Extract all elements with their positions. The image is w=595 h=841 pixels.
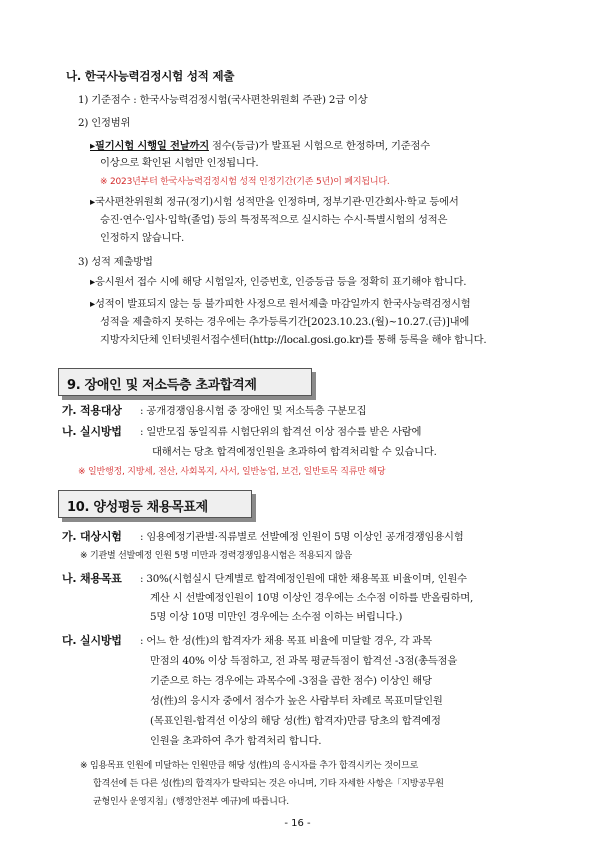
field-text: : 일반모집 동일직류 시험단위의 합격선 이상 점수를 받은 사람에 (140, 426, 422, 438)
field-text: 대해서는 당초 합격예정인원을 초과하여 합격처리할 수 있습니다. (152, 446, 437, 458)
field-text: (목표인원-합격선 이상의 해당 성(性) 합격자)만큼 당초의 합격예정 (150, 715, 441, 727)
section-title: 나. 한국사능력검정시험 성적 제출 (66, 69, 235, 83)
field-text: : 30%(시험실시 단계별로 합격예정인원에 대한 채용목표 비율이며, 인원수 (140, 573, 467, 585)
bullet-line: ▸국사편찬위원회 정규(정기)시험 성적만을 인정하며, 정부기관·민간회사·학교 등에서 (90, 196, 459, 208)
field-text: 계산 시 선발예정인원이 10명 이상인 경우에는 소수점 이하를 반올림하며, (150, 592, 474, 604)
field-label: 가. 대상시험 (62, 530, 122, 543)
field-text: 기준으로 하는 경우에는 과목수에 -3점을 곱한 점수) 이상인 해당 (150, 675, 432, 687)
bullet-emphasis: ▸필기시험 시행일 전날까지 (90, 140, 209, 152)
red-note: ※ 일반행정, 지방세, 전산, 사회복지, 사서, 일반농업, 보건, 일반토목 직류만 해당 (78, 467, 386, 477)
note: 합격선에 든 다른 성(性)의 합격자가 탈락되는 것은 아니며, 기타 자세한 사항은「지방공무원 (93, 779, 444, 789)
scope-item: 2) 인정범위 (78, 117, 131, 129)
bullet-line: ▸성적이 발표되지 않는 등 불가피한 사정으로 원서제출 마감일까지 한국사능력검정시험 (90, 298, 471, 310)
bullet-continuation: 이상으로 확인된 시험만 인정됩니다. (100, 157, 259, 169)
field-label: 나. 실시방법 (62, 425, 122, 438)
page-number: - 16 - (284, 818, 311, 829)
section-heading-box (58, 368, 312, 396)
section-heading: 10. 양성평등 채용목표제 (67, 500, 208, 515)
field-label: 가. 적용대상 (62, 404, 122, 417)
criteria-item: 1) 기준점수 : 한국사능력검정시험(국사편찬위원회 주관) 2급 이상 (78, 94, 368, 106)
bullet-continuation: 지방자치단체 인터넷원서접수센터(http://local.gosi.go.kr)를 통해 등록을 해야 합니다. (100, 334, 487, 346)
bullet-line: ▸응시원서 접수 시에 해당 시험일자, 인증번호, 인증등급 등을 정확히 표기해야 합니다. (90, 276, 467, 288)
section-heading-box (58, 490, 252, 518)
field-label: 다. 실시방법 (62, 634, 122, 647)
field-text: 5명 이상 10명 미만인 경우에는 소수점 이하는 버립니다.) (150, 611, 403, 623)
field-text: : 공개경쟁임용시험 중 장애인 및 저소득층 구분모집 (140, 405, 367, 417)
note: 균형인사 운영지침」(행정안전부 예규)에 따릅니다. (93, 797, 289, 807)
field-text: : 어느 한 성(性)의 합격자가 채용 목표 비율에 미달할 경우, 각 과목 (140, 635, 432, 647)
bullet-line (90, 140, 430, 153)
note: ※ 임용목표 인원에 미달하는 인원만큼 해당 성(性)의 응시자를 추가 합격시키는 것이므로 (80, 761, 419, 771)
bullet-text: 점수(등급)가 발표된 시험으로 한정하며, 기준점수 (208, 140, 430, 152)
note: ※ 기관별 선발예정 인원 5명 미만과 경력경쟁임용시험은 적용되지 않음 (80, 551, 352, 561)
field-text: 인원을 초과하여 추가 합격처리 합니다. (150, 735, 322, 747)
field-label: 나. 채용목표 (62, 572, 122, 585)
bullet-continuation: 성적을 제출하지 못하는 경우에는 추가등록기간[2023.10.23.(월)~10.27.(금)]내에 (100, 316, 470, 328)
bullet-continuation: 인정하지 않습니다. (100, 232, 185, 244)
section-heading: 9. 장애인 및 저소득층 초과합격제 (67, 378, 257, 393)
field-text: 성(性)의 응시자 중에서 점수가 높은 사람부터 차례로 목표미달인원 (150, 695, 443, 707)
method-item: 3) 성적 제출방법 (78, 256, 153, 268)
bullet-continuation: 승진·연수·입사·입학(졸업) 등의 특정목적으로 실시하는 수시·특별시험의 성적은 (100, 214, 448, 226)
field-text: : 임용예정기관별·직류별로 선발예정 인원이 5명 이상인 공개경쟁임용시험 (140, 531, 464, 543)
field-text: 만점의 40% 이상 득점하고, 전 과목 평균득점이 합격선 -3점(총득점을 (150, 655, 458, 667)
red-note: ※ 2023년부터 한국사능력검정시험 성적 인정기간(기존 5년)이 폐지됩니다. (100, 177, 390, 187)
